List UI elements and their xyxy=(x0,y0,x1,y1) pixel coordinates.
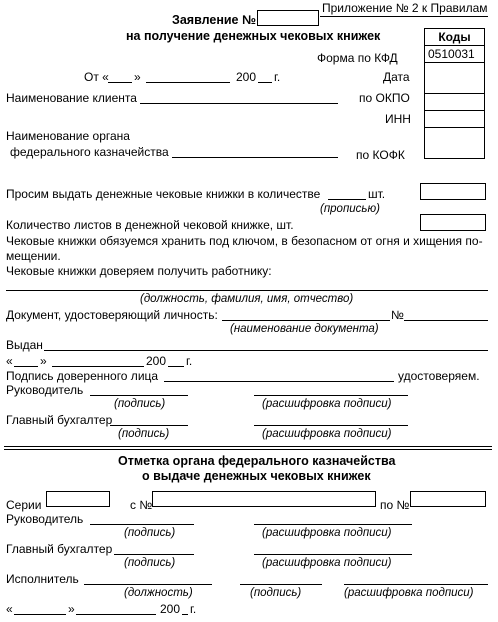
section-divider-bottom xyxy=(4,449,492,450)
chief-accountant-label: Главный бухгалтер xyxy=(6,413,113,427)
treasury-label-2: федерального казначейства xyxy=(10,145,169,159)
head-signature-caption: (подпись) xyxy=(114,398,166,410)
id-document-number-sign: № xyxy=(391,308,404,322)
client-line[interactable] xyxy=(140,103,338,104)
treasury-label-1: Наименование органа xyxy=(6,129,130,143)
codes-table xyxy=(424,28,485,159)
executor-signature-caption: (подпись) xyxy=(250,587,302,599)
mark-chief-accountant-decode-line[interactable] xyxy=(254,554,412,555)
request-text: Просим выдать денежные чековые книжки в количестве xyxy=(6,187,321,201)
issued-year-suffix: г. xyxy=(186,354,193,368)
mark-month-line[interactable] xyxy=(76,614,156,615)
client-label: Наименование клиента xyxy=(6,91,137,105)
mark-head-signature-caption: (подпись) xyxy=(124,527,176,539)
from-date-close-quote: » xyxy=(134,70,141,84)
application-number-field[interactable] xyxy=(257,10,319,26)
id-document-number-line[interactable] xyxy=(404,320,488,321)
from-year-suffix: г. xyxy=(274,70,281,84)
employee-line[interactable] xyxy=(6,290,488,291)
date-label: Дата xyxy=(383,70,410,84)
mark-year-line[interactable] xyxy=(182,614,188,615)
certify-text: удостоверяем. xyxy=(398,369,480,383)
mark-date-close-quote: » xyxy=(68,602,75,616)
to-number-label: по № xyxy=(380,498,410,512)
mark-head-decode-line[interactable] xyxy=(254,524,412,525)
mark-year-suffix: г. xyxy=(190,602,197,616)
mark-chief-accountant-signature-caption: (подпись) xyxy=(124,557,176,569)
sheets-box[interactable] xyxy=(420,214,486,231)
issued-date-close-quote: » xyxy=(40,354,47,368)
document-name-caption: (наименование документа) xyxy=(230,323,379,335)
executor-position-line[interactable] xyxy=(84,584,212,585)
trust-text: Чековые книжки доверяем получить работнику: xyxy=(6,264,272,278)
issued-date-open-quote: « xyxy=(6,354,13,368)
id-document-line[interactable] xyxy=(222,320,390,321)
mark-head-signature-line[interactable] xyxy=(90,524,194,525)
from-month-line[interactable] xyxy=(146,82,230,83)
chief-accountant-decode-caption: (расшифровка подписи) xyxy=(262,428,392,440)
to-number-box[interactable] xyxy=(410,491,486,507)
date-code-cell[interactable] xyxy=(425,63,485,94)
executor-decode-line[interactable] xyxy=(344,584,488,585)
mark-title-1: Отметка органа федерального казначейства xyxy=(118,454,396,468)
issued-label: Выдан xyxy=(6,338,43,352)
kofk-label: по КОФК xyxy=(356,148,405,162)
keep-text-2: мещении. xyxy=(6,249,61,263)
mark-head-decode-caption: (расшифровка подписи) xyxy=(262,527,392,539)
head-decode-caption: (расшифровка подписи) xyxy=(262,398,392,410)
executor-signature-line[interactable] xyxy=(240,584,322,585)
keep-text-1: Чековые книжки обязуемся хранить под ключом, в безопасном от огня и хищения по- xyxy=(6,234,483,248)
issued-month-line[interactable] xyxy=(52,366,144,367)
from-date-prefix: От « xyxy=(84,70,109,84)
form-code-cell: 0510031 xyxy=(425,46,485,63)
mark-head-label: Руководитель xyxy=(6,512,84,526)
mark-chief-accountant-signature-line[interactable] xyxy=(114,554,194,555)
issued-year-line[interactable] xyxy=(168,366,184,367)
trustee-signature-line[interactable] xyxy=(164,381,394,382)
from-number-label: с № xyxy=(130,498,153,512)
position-caption: (должность, фамилия, имя, отчество) xyxy=(140,293,354,305)
mark-chief-accountant-label: Главный бухгалтер xyxy=(6,542,113,556)
mark-date-open-quote: « xyxy=(6,602,13,616)
form-title: Заявление № xyxy=(172,13,256,27)
sheets-text: Количество листов в денежной чековой книжке, шт. xyxy=(6,218,294,232)
inn-label: ИНН xyxy=(385,112,411,126)
issued-line[interactable] xyxy=(44,350,488,351)
section-divider-top xyxy=(4,446,492,447)
issued-day-line[interactable] xyxy=(14,366,38,367)
head-decode-line[interactable] xyxy=(254,395,408,396)
series-box[interactable] xyxy=(46,491,110,507)
form-kfd-label: Форма по КФД xyxy=(317,51,398,65)
head-label: Руководитель xyxy=(6,383,84,397)
from-year-200: 200 xyxy=(236,70,257,84)
quantity-box[interactable] xyxy=(420,183,486,200)
executor-position-caption: (должность) xyxy=(124,587,193,599)
quantity-line[interactable] xyxy=(328,199,366,200)
mark-day-line[interactable] xyxy=(14,614,66,615)
appendix-note: Приложение № 2 к Правилам xyxy=(322,1,488,15)
chief-accountant-decode-line[interactable] xyxy=(254,425,408,426)
mark-year-200: 200 xyxy=(160,602,181,616)
codes-header: Коды xyxy=(425,29,485,46)
from-year-line[interactable] xyxy=(258,82,272,83)
issued-year-200: 200 xyxy=(146,354,167,368)
okpo-code-cell[interactable] xyxy=(425,94,485,111)
treasury-line[interactable] xyxy=(172,157,338,158)
executor-label: Исполнитель xyxy=(6,572,79,586)
id-document-label: Документ, удостоверяющий личность: xyxy=(6,308,218,322)
executor-decode-caption: (расшифровка подписи) xyxy=(344,587,474,599)
chief-accountant-signature-caption: (подпись) xyxy=(118,428,170,440)
form-subtitle: на получение денежных чековых книжек xyxy=(126,29,381,43)
inn-code-cell[interactable] xyxy=(425,111,485,128)
from-number-box[interactable] xyxy=(152,491,376,507)
trustee-signature-label: Подпись доверенного лица xyxy=(6,369,159,383)
head-signature-line[interactable] xyxy=(90,395,188,396)
series-label: Серии xyxy=(6,498,42,512)
from-day-line[interactable] xyxy=(108,82,132,83)
in-words-caption: (прописью) xyxy=(320,203,380,215)
mark-chief-accountant-decode-caption: (расшифровка подписи) xyxy=(262,557,392,569)
mark-title-2: о выдаче денежных чековых книжек xyxy=(142,469,371,483)
kofk-code-cell[interactable] xyxy=(425,128,485,159)
pcs-label: шт. xyxy=(368,187,386,201)
okpo-label: по ОКПО xyxy=(359,91,410,105)
chief-accountant-signature-line[interactable] xyxy=(110,425,188,426)
appendix-underline xyxy=(320,16,488,17)
